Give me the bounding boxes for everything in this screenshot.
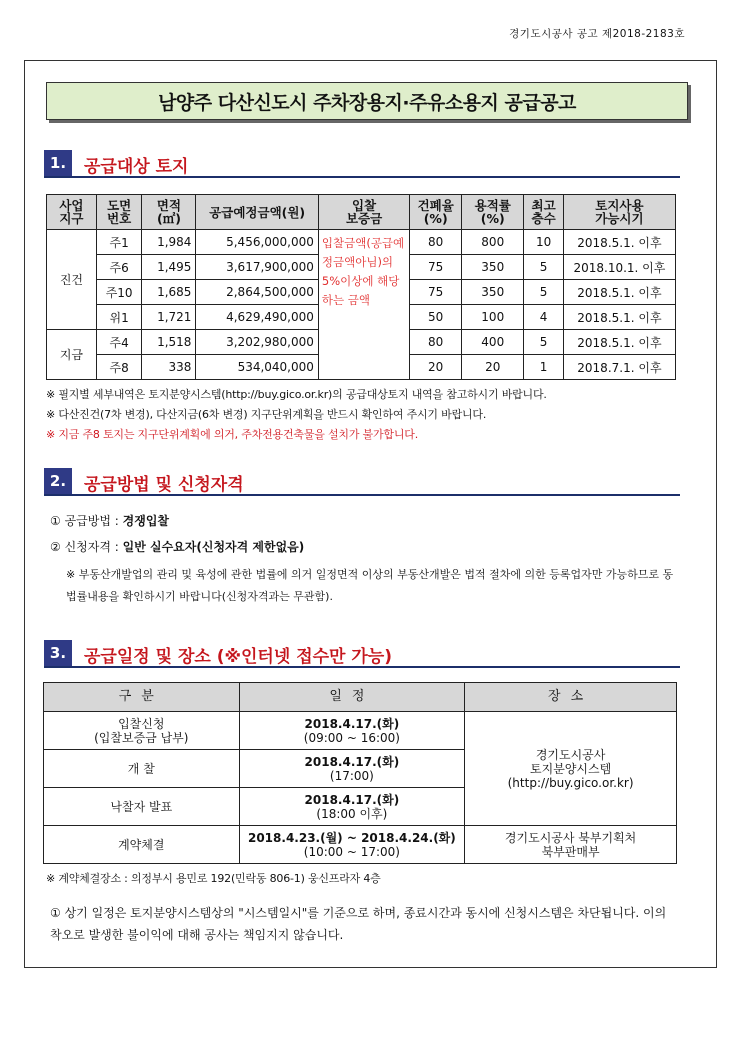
category-cell: 낙찰자 발표 (44, 788, 240, 826)
far-cell: 400 (462, 330, 524, 355)
schedule-table (43, 682, 677, 864)
table-row (44, 712, 677, 750)
section3-header (44, 640, 680, 668)
page-title: 남양주 다산신도시 주차장용지·주유소용지 공급공고 (46, 82, 688, 120)
schedule-cell: 2018.4.17.(화) (17:00) (239, 750, 465, 788)
price-cell: 2,864,500,000 (196, 280, 318, 305)
land-table-header (47, 195, 676, 230)
lot-cell: 위1 (96, 305, 142, 330)
far-cell: 100 (462, 305, 524, 330)
header-lot: 도면 번호 (96, 195, 142, 230)
lot-cell: 주6 (96, 255, 142, 280)
available-cell: 2018.5.1. 이후 (563, 230, 675, 255)
area-cell: 1,984 (142, 230, 196, 255)
note-restriction: ※ 지금 주8 토지는 지구단위계획에 의거, 주차전용건축물을 설치가 불가합니다. (46, 428, 418, 441)
far-cell: 800 (462, 230, 524, 255)
qualification-label: ② 신청자격 : (50, 540, 119, 554)
price-cell: 5,456,000,000 (196, 230, 318, 255)
header-district: 사업 지구 (47, 195, 97, 230)
header-category: 구분 (44, 683, 240, 712)
qualification-value: 일반 실수요자(신청자격 제한없음) (122, 540, 305, 554)
schedule-cell: 2018.4.17.(화) (18:00 이후) (239, 788, 465, 826)
section1-header (44, 150, 680, 178)
qualification (50, 538, 304, 555)
supply-method-value: 경쟁입찰 (122, 514, 170, 528)
available-cell: 2018.7.1. 이후 (563, 355, 675, 380)
price-cell: 4,629,490,000 (196, 305, 318, 330)
note-details: ※ 필지별 세부내역은 토지분양시스템(http://buy.gico.or.kr)의 공급대상토지 내역을 참고하시기 바랍니다. (46, 388, 547, 401)
header-area: 면적 (㎡) (142, 195, 196, 230)
area-cell: 1,685 (142, 280, 196, 305)
table-row (44, 826, 677, 864)
contract-place-note: ※ 계약체결장소 : 의정부시 용민로 192(민락동 806-1) 웅신프라자 4층 (46, 872, 381, 885)
floors-cell: 1 (524, 355, 563, 380)
floors-cell: 5 (524, 330, 563, 355)
floors-cell: 5 (524, 280, 563, 305)
header-available: 토지사용 가능시기 (563, 195, 675, 230)
note-plan: ※ 다산진건(7차 변경), 다산지금(6차 변경) 지구단위계획을 반드시 확인하여 주시기 바랍니다. (46, 408, 487, 421)
coverage-cell: 75 (410, 280, 462, 305)
lot-cell: 주8 (96, 355, 142, 380)
header-far: 용적률 (%) (462, 195, 524, 230)
system-time-note: ① 상기 일정은 토지분양시스템상의 "시스템일시"를 기준으로 하며, 종료시간과 동시에 신청시스템은 차단됩니다. 이의 착오로 발생한 불이익에 대해 공사는 책임지지 않습니다. (50, 906, 667, 942)
section2-header (44, 468, 680, 496)
deposit-cell: 입찰금액(공급예정금액아님)의 5%이상에 해당하는 금액 (318, 230, 409, 380)
table-row (47, 230, 676, 255)
schedule-table-header (44, 683, 677, 712)
section1-number: 1. (44, 150, 72, 176)
price-cell: 3,202,980,000 (196, 330, 318, 355)
area-cell: 1,721 (142, 305, 196, 330)
section2-title: 공급방법 및 신청자격 (84, 475, 244, 495)
available-cell: 2018.5.1. 이후 (563, 280, 675, 305)
real-estate-remark: ※ 부동산개발업의 관리 및 육성에 관한 법률에 의거 일정면적 이상의 부동산개발은 법적 절차에 의한 등록업자만 가능하므로 동 법률내용을 확인하시기 바랍니다(신청자격과는 무관함). (66, 568, 674, 603)
coverage-cell: 80 (410, 330, 462, 355)
coverage-cell: 20 (410, 355, 462, 380)
floors-cell: 10 (524, 230, 563, 255)
notice-number: 경기도시공사 공고 제2018-2183호 (509, 28, 685, 40)
coverage-cell: 50 (410, 305, 462, 330)
header-price: 공급예정금액(원) (196, 195, 318, 230)
available-cell: 2018.10.1. 이후 (563, 255, 675, 280)
coverage-cell: 75 (410, 255, 462, 280)
available-cell: 2018.5.1. 이후 (563, 330, 675, 355)
schedule-cell: 2018.4.17.(화) (09:00 ~ 16:00) (239, 712, 465, 750)
header-deposit: 입찰 보증금 (318, 195, 409, 230)
schedule-cell: 2018.4.23.(월) ~ 2018.4.24.(화) (10:00 ~ 17:00) (239, 826, 465, 864)
area-cell: 1,495 (142, 255, 196, 280)
area-cell: 338 (142, 355, 196, 380)
far-cell: 350 (462, 280, 524, 305)
lot-cell: 주1 (96, 230, 142, 255)
section2-number: 2. (44, 468, 72, 494)
header-coverage: 건폐율 (%) (410, 195, 462, 230)
section3-number: 3. (44, 640, 72, 666)
floors-cell: 5 (524, 255, 563, 280)
category-cell: 개 찰 (44, 750, 240, 788)
category-cell: 계약체결 (44, 826, 240, 864)
far-cell: 350 (462, 255, 524, 280)
category-cell: 입찰신청 (입찰보증금 납부) (44, 712, 240, 750)
area-cell: 1,518 (142, 330, 196, 355)
section1-title: 공급대상 토지 (84, 157, 189, 177)
header-place: 장소 (465, 683, 677, 712)
floors-cell: 4 (524, 305, 563, 330)
section3-title-wrap (84, 642, 392, 667)
price-cell: 534,040,000 (196, 355, 318, 380)
header-schedule: 일정 (239, 683, 465, 712)
coverage-cell: 80 (410, 230, 462, 255)
price-cell: 3,617,900,000 (196, 255, 318, 280)
lot-cell: 주10 (96, 280, 142, 305)
available-cell: 2018.5.1. 이후 (563, 305, 675, 330)
section3-title-note: (※인터넷 접수만 가능) (216, 647, 392, 667)
district-cell: 진건 (47, 230, 97, 330)
far-cell: 20 (462, 355, 524, 380)
place-online-cell: 경기도시공사 토지분양시스템 (http://buy.gico.or.kr) (465, 712, 677, 826)
supply-method (50, 512, 169, 529)
place-contract-cell: 경기도시공사 북부기획처 북부판매부 (465, 826, 677, 864)
land-table (46, 194, 676, 380)
supply-method-label: ① 공급방법 : (50, 514, 119, 528)
lot-cell: 주4 (96, 330, 142, 355)
header-floors: 최고 층수 (524, 195, 563, 230)
section3-title: 공급일정 및 장소 (84, 647, 211, 667)
district-cell: 지금 (47, 330, 97, 380)
